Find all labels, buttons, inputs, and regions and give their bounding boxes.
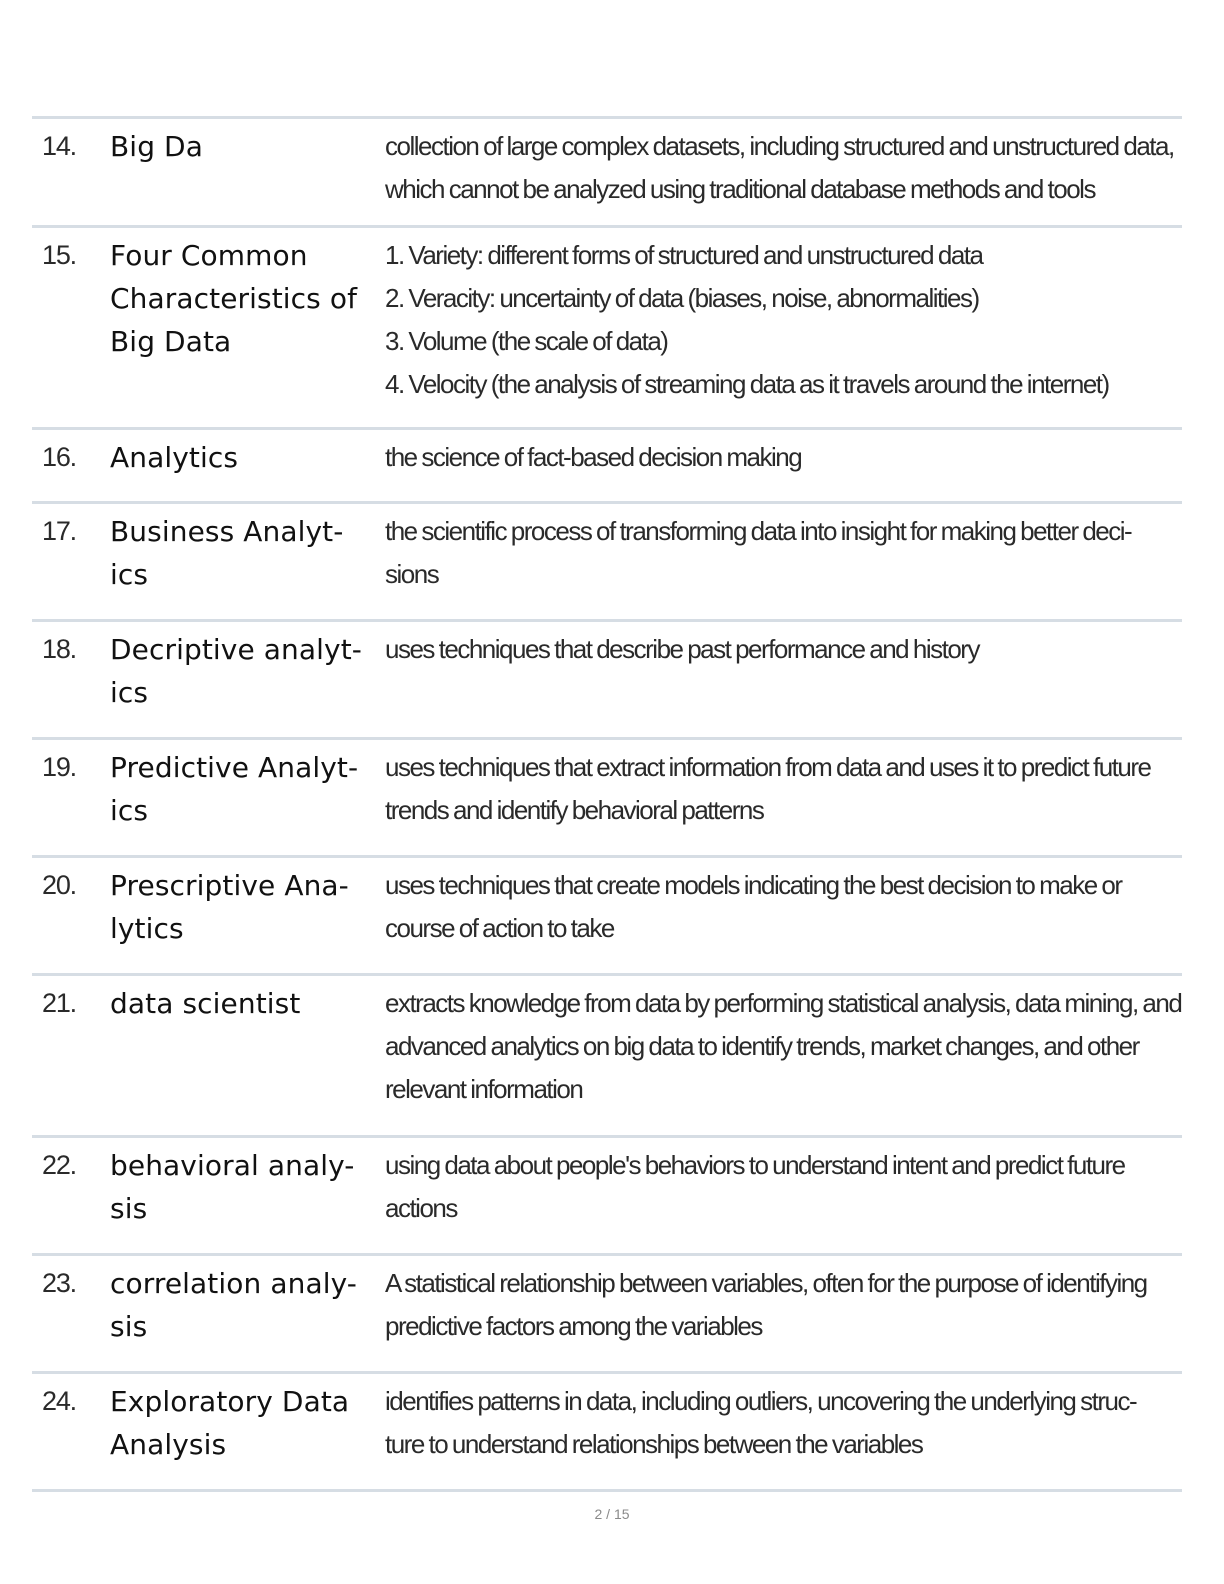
table-row (32, 119, 1182, 228)
entry-number: 21. (42, 988, 76, 1018)
entry-number: 14. (42, 131, 76, 161)
term-line: behavioral analy- (110, 1149, 355, 1182)
term-line: Big Data (110, 325, 232, 358)
term-line: Analysis (110, 1428, 227, 1461)
entry-term (110, 976, 385, 1025)
entry-number: 16. (42, 442, 76, 472)
definition-line: uses techniques that describe past performance and history (385, 634, 979, 664)
entry-definition (385, 228, 1182, 406)
table-row (32, 228, 1182, 430)
entry-number: 22. (42, 1150, 76, 1180)
term-line: Predictive Analyt- (110, 751, 359, 784)
table-row (32, 1374, 1182, 1492)
table-row (32, 1138, 1182, 1256)
table-row (32, 430, 1182, 504)
definition-line: collection of large complex datasets, including structured and unstructured data, (385, 131, 1174, 161)
table-row (32, 740, 1182, 858)
entry-definition (385, 119, 1184, 211)
term-line: Decriptive analyt- (110, 633, 362, 666)
entry-definition (385, 858, 1182, 950)
table-row (32, 504, 1182, 622)
definition-line: the scientific process of transforming data into insight for making better deci- (385, 516, 1132, 546)
entry-term (110, 119, 385, 168)
flashcard-table (32, 116, 1182, 1492)
definition-line: 1. Variety: different forms of structured and unstructured data (385, 240, 983, 270)
table-row (32, 1256, 1182, 1374)
definition-line: A statistical relationship between variables, often for the purpose of identifying (385, 1268, 1147, 1298)
definition-line: relevant information (385, 1074, 583, 1104)
term-line: sis (110, 1310, 148, 1343)
definition-line: 2. Veracity: uncertainty of data (biases, noise, abnormalities) (385, 283, 979, 313)
definition-line: using data about people's behaviors to understand intent and predict future (385, 1150, 1125, 1180)
table-row (32, 858, 1182, 976)
term-line: Exploratory Data (110, 1385, 350, 1418)
term-line: Characteristics of (110, 282, 358, 315)
term-line: ics (110, 558, 149, 591)
entry-definition (385, 622, 1182, 671)
definition-line: course of action to take (385, 913, 614, 943)
entry-term (110, 740, 385, 832)
term-line: Big Da (110, 130, 203, 163)
definition-line: ture to understand relationships between the variables (385, 1429, 923, 1459)
table-row (32, 976, 1182, 1138)
entry-definition (385, 1374, 1182, 1466)
term-line: lytics (110, 912, 184, 945)
entry-term (110, 430, 385, 479)
entry-definition (385, 976, 1191, 1111)
entry-term (110, 228, 385, 363)
definition-line: sions (385, 559, 439, 589)
definition-line: 4. Velocity (the analysis of streaming data as it travels around the internet) (385, 369, 1109, 399)
term-line: Four Common (110, 239, 308, 272)
entry-number: 20. (42, 870, 76, 900)
entry-term (110, 622, 385, 714)
table-row (32, 622, 1182, 740)
definition-line: identifies patterns in data, including outliers, uncovering the underlying struc- (385, 1386, 1137, 1416)
entry-term (110, 1256, 385, 1348)
entry-number: 24. (42, 1386, 76, 1416)
term-line: sis (110, 1192, 148, 1225)
definition-line: which cannot be analyzed using traditional database methods and tools (385, 174, 1095, 204)
entry-definition (385, 740, 1182, 832)
entry-number: 19. (42, 752, 76, 782)
term-line: Analytics (110, 441, 239, 474)
entry-number: 17. (42, 516, 76, 546)
term-line: ics (110, 794, 149, 827)
definition-line: the science of fact-based decision making (385, 442, 802, 472)
definition-line: uses techniques that create models indicating the best decision to make or (385, 870, 1122, 900)
definition-line: trends and identify behavioral patterns (385, 795, 764, 825)
entry-number: 23. (42, 1268, 76, 1298)
entry-definition (385, 504, 1182, 596)
definition-line: advanced analytics on big data to identify trends, market changes, and other (385, 1031, 1139, 1061)
term-line: Business Analyt- (110, 515, 344, 548)
entry-number: 15. (42, 240, 76, 270)
term-line: Prescriptive Ana- (110, 869, 349, 902)
definition-line: 3. Volume (the scale of data) (385, 326, 668, 356)
definition-line: extracts knowledge from data by performing statistical analysis, data mining, and (385, 988, 1182, 1018)
term-line: ics (110, 676, 149, 709)
entry-definition (385, 430, 1182, 479)
entry-definition (385, 1138, 1182, 1230)
term-line: data scientist (110, 987, 301, 1020)
entry-term (110, 858, 385, 950)
definition-line: actions (385, 1193, 457, 1223)
entry-term (110, 1138, 385, 1230)
entry-term (110, 504, 385, 596)
definition-line: predictive factors among the variables (385, 1311, 762, 1341)
page-indicator: 2 / 15 (594, 1506, 630, 1522)
entry-number: 18. (42, 634, 76, 664)
term-line: correlation analy- (110, 1267, 357, 1300)
entry-term (110, 1374, 385, 1466)
definition-line: uses techniques that extract information from data and uses it to predict future (385, 752, 1151, 782)
entry-definition (385, 1256, 1182, 1348)
